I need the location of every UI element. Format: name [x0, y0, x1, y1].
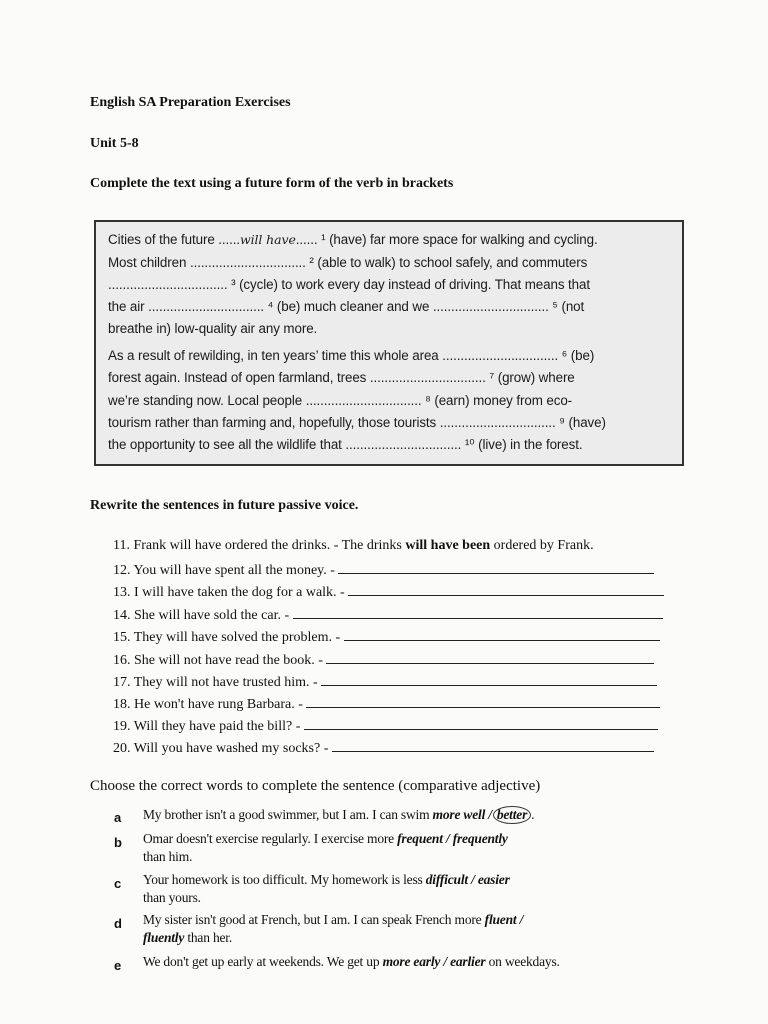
passive-item-12 — [113, 561, 654, 579]
section3-instruction: Choose the correct words to complete the sentence (comparative adjective) — [90, 778, 541, 794]
item-number: 13. — [113, 585, 131, 600]
box-line-1 — [108, 232, 598, 247]
item-number: 11. — [113, 538, 130, 553]
item-letter-a: a — [114, 810, 122, 825]
item-letter-c: c — [114, 876, 122, 891]
comparative-item-d-line2 — [143, 930, 232, 946]
answer-blank[interactable] — [304, 717, 658, 730]
passive-item-20 — [113, 739, 654, 757]
comparative-item-d — [143, 912, 523, 928]
item-number: 20. — [113, 741, 131, 756]
answer-blank[interactable] — [293, 606, 663, 619]
box-line-1-end: ...... ¹ (have) far more space for walking and cycling. — [295, 232, 598, 247]
sentence-end: than her. — [184, 930, 233, 945]
sentence-text: My brother isn't a good swimmer, but I am. I can swim — [143, 807, 433, 822]
document-title: English SA Preparation Exercises — [90, 95, 291, 110]
box-line-6: As a result of rewilding, in ten years’ time this whole area ................................ ⁶ (be) — [108, 348, 595, 363]
example-sentence — [113, 538, 594, 554]
item-number: 17. — [113, 675, 131, 690]
item-number: 15. — [113, 630, 131, 645]
box-line-7: forest again. Instead of open farmland, trees ................................ ⁷ (grow) where — [108, 370, 575, 385]
item-letter-b: b — [114, 835, 122, 850]
section1-instruction: Complete the text using a future form of the verb in brackets — [90, 176, 454, 191]
comparative-item-b — [143, 831, 508, 847]
box-line-8: we’re standing now. Local people ................................ ⁸ (earn) money from eco- — [108, 393, 573, 408]
comparative-item-c-line2: than yours. — [143, 890, 201, 905]
box-line-9: tourism rather than farming and, hopefully, those tourists ................................ ⁹ (have) — [108, 415, 606, 430]
passive-item-18 — [113, 695, 660, 713]
example-bold: will have been — [405, 538, 491, 553]
item-text: She will have sold the car. - — [134, 608, 290, 623]
option-choice[interactable]: more well / — [432, 807, 492, 822]
option-choice[interactable]: fluent / — [484, 912, 524, 927]
option-choice[interactable]: fluently — [143, 930, 185, 945]
item-letter-d: d — [114, 916, 122, 931]
option-choice[interactable]: frequent / frequently — [397, 831, 508, 846]
item-number: 14. — [113, 608, 131, 623]
answer-blank[interactable] — [348, 583, 664, 596]
box-line-2: Most children ................................ ² (able to walk) to school safely, and commuters — [108, 255, 588, 270]
sentence-end: on weekdays. — [485, 954, 560, 969]
box-line-5: breathe in) low-quality air any more. — [108, 321, 318, 336]
future-text-box — [94, 220, 684, 466]
sentence-text: Your homework is too difficult. My homework is less — [143, 872, 426, 887]
item-text: He won't have rung Barbara. - — [134, 697, 303, 712]
passive-item-17 — [113, 673, 657, 691]
box-line-10: the opportunity to see all the wildlife that ................................ ¹⁰ (live) in the forest. — [108, 437, 583, 452]
comparative-item-b-line2: than him. — [143, 849, 193, 864]
answer-blank[interactable] — [321, 673, 657, 686]
sentence-text: Omar doesn't exercise regularly. I exercise more — [143, 831, 398, 846]
passive-item-16 — [113, 651, 654, 669]
passive-item-13 — [113, 583, 664, 601]
item-text: Will they have paid the bill? - — [133, 719, 301, 734]
sentence-text: My sister isn't good at French, but I am. I can speak French more — [143, 912, 485, 927]
item-text: They will have solved the problem. - — [133, 630, 341, 645]
unit-label: Unit 5-8 — [90, 136, 139, 151]
circled-option[interactable]: better — [493, 806, 531, 824]
item-text: Will you have washed my socks? - — [133, 741, 329, 756]
passive-item-14 — [113, 606, 663, 624]
item-text: You will have spent all the money. - — [133, 563, 335, 578]
item-text: She will not have read the book. - — [134, 653, 323, 668]
comparative-item-e — [143, 954, 560, 970]
box-line-1-start: Cities of the future ...... — [108, 232, 241, 247]
comparative-item-a — [143, 806, 534, 824]
passive-item-19 — [113, 717, 658, 735]
sentence-text: We don't get up early at weekends. We get up — [143, 954, 383, 969]
item-number: 12. — [113, 563, 131, 578]
answer-blank[interactable] — [306, 695, 660, 708]
item-text: I will have taken the dog for a walk. - — [134, 585, 345, 600]
answer-blank[interactable] — [338, 561, 654, 574]
item-text: They will not have trusted him. - — [133, 675, 318, 690]
handwritten-answer: will have — [240, 232, 296, 247]
box-line-4: the air ................................ ⁴ (be) much cleaner and we ................................ ⁵ (not — [108, 299, 585, 314]
example-text: Frank will have ordered the drinks. - The drinks — [133, 538, 406, 553]
box-line-3: ................................. ³ (cycle) to work every day instead of driving. That means that — [108, 277, 590, 292]
item-letter-e: e — [114, 958, 122, 973]
item-number: 16. — [113, 653, 131, 668]
answer-blank[interactable] — [344, 628, 660, 641]
option-choice[interactable]: difficult / easier — [425, 872, 510, 887]
example-tail: ordered by Frank. — [490, 538, 594, 553]
answer-blank[interactable] — [326, 651, 654, 664]
item-number: 18. — [113, 697, 131, 712]
option-choice[interactable]: more early / earlier — [382, 954, 486, 969]
answer-blank[interactable] — [332, 739, 654, 752]
comparative-item-c — [143, 872, 510, 888]
section2-instruction: Rewrite the sentences in future passive voice. — [90, 498, 359, 513]
sentence-end: . — [531, 807, 535, 822]
passive-item-15 — [113, 628, 660, 646]
item-number: 19. — [113, 719, 131, 734]
